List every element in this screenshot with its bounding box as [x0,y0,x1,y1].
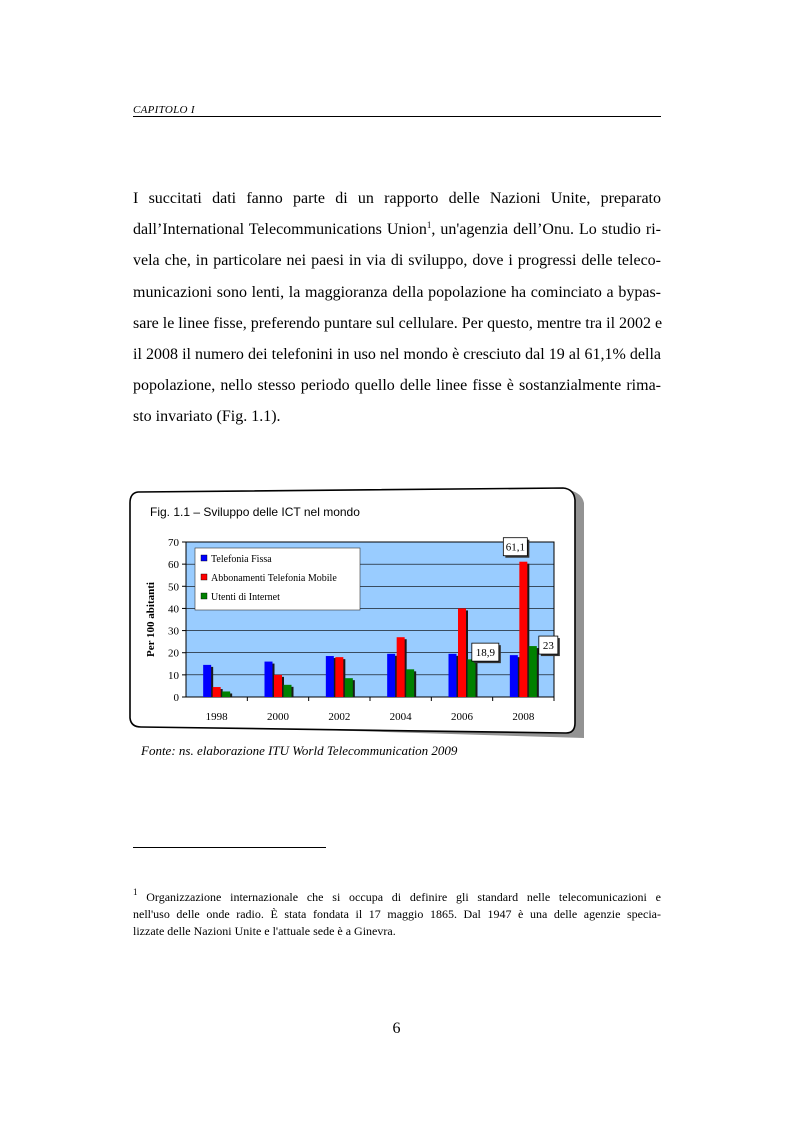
y-tick-label: 10 [168,669,179,682]
bar-2002-series-1 [326,656,334,697]
bar-2000-series-3 [284,685,292,697]
footnote-line-text: Organizzazione internazionale che si occupa di definire gli standard nelle telecomunicazioni e [137,890,661,904]
body-line-head: dall’International Telecommunications Union [133,221,427,239]
running-head: CAPITOLO I [133,104,195,116]
x-tick-label: 2006 [451,711,473,723]
footnote-line: nell'uso delle onde radio. È stata fondata il 17 maggio 1865. Dal 1947 è una delle agenzie specia- [133,907,661,921]
bar-2004-series-1 [387,654,395,697]
x-tick-label: 2004 [389,711,412,723]
bar-1998-series-3 [222,691,230,697]
y-tick-label: 30 [168,625,179,638]
y-tick-label: 60 [168,559,179,572]
bar-1998-series-1 [203,665,211,697]
y-tick-label: 50 [168,581,179,594]
body-line: sto invariato (Fig. 1.1). [133,408,281,426]
y-tick-label: 70 [168,537,179,549]
y-tick-label: 0 [173,692,179,704]
legend-label: Abbonamenti Telefonia Mobile [211,573,337,584]
legend [195,548,360,610]
footnote-line [133,889,661,906]
x-tick-label: 2000 [267,711,289,723]
bar-2004-series-2 [397,637,405,697]
legend-swatch [201,593,207,599]
bar-2002-series-3 [345,678,353,697]
bar-2006-series-3 [468,659,476,697]
bar-2008-series-1 [510,655,518,697]
body-line: il 2008 il numero dei telefonini in uso nel mondo è cresciuto dal 19 al 61,1% della [133,345,661,363]
body-line: I succitati dati fanno parte di un rapporto delle Nazioni Unite, preparato [133,190,661,207]
bar-2008-series-3 [529,646,537,697]
x-tick-label: 1998 [205,711,228,723]
page-number: 6 [392,1020,401,1037]
bar-2006-series-2 [458,608,466,697]
bar-2004-series-3 [406,669,414,697]
bar-2000-series-1 [265,662,273,697]
x-tick-label: 2002 [328,711,351,723]
callout-label: 23 [542,640,554,653]
callout-label: 18,9 [475,647,495,660]
y-tick-label: 20 [168,647,179,660]
y-axis-label: Per 100 abitanti [145,582,157,657]
bar-2002-series-2 [335,657,343,697]
bar-2006-series-1 [449,654,457,697]
figure-source: Fonte: ns. elaborazione ITU World Telecommunication 2009 [141,743,458,758]
bar-2000-series-2 [274,675,282,697]
body-line-tail: , un'agenzia dell’Onu. Lo studio ri- [431,221,661,239]
legend-label: Telefonia Fissa [211,554,272,565]
bar-2008-series-2 [519,562,527,697]
x-tick-label: 2008 [512,711,535,723]
y-tick-label: 40 [168,603,179,616]
legend-label: Utenti di Internet [211,592,280,603]
body-line: vela che, in particolare nei paesi in via di sviluppo, dove i progressi delle teleco- [133,252,661,270]
callout-label: 61,1 [505,541,525,554]
body-line: popolazione, nello stesso periodo quello delle linee fisse è sostanzialmente rima- [133,377,661,395]
bar-1998-series-2 [213,687,221,697]
footnote [133,889,661,940]
legend-swatch [201,574,207,580]
footnote-ref[interactable]: 1 [426,220,432,231]
legend-swatch [201,555,207,561]
figure-caption: Fig. 1.1 – Sviluppo delle ICT nel mondo [150,505,360,519]
footnote-rule [133,847,326,848]
footnote-marker: 1 [133,887,138,897]
body-line: sare le linee fisse, preferendo puntare sul cellulare. Per questo, mentre tra il 2002 e [133,314,663,332]
footnote-line: lizzate delle Nazioni Unite e l'attuale sede è a Ginevra. [133,924,396,938]
body-line: municazioni sono lenti, la maggioranza della popolazione ha cominciato a bypas- [133,283,661,301]
